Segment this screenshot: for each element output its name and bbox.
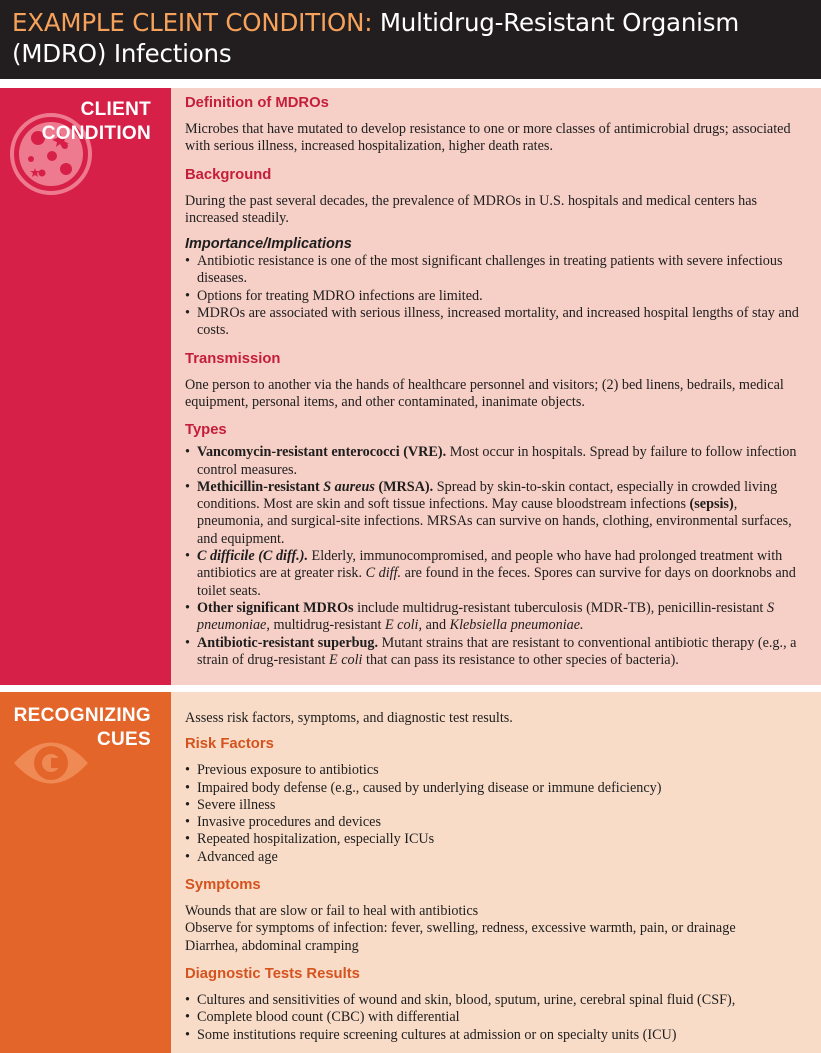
risk-factors-heading: Risk Factors — [185, 736, 274, 753]
superbug-term: Antibiotic-resistant superbug. — [197, 634, 379, 651]
client-label-line1: CLIENT — [80, 99, 151, 120]
cues-intro: Assess risk factors, symptoms, and diagnostic test results. — [185, 710, 513, 726]
cues-label-line2: CUES — [97, 729, 151, 750]
list-item: • Options for treating MDRO infections are limited. — [185, 288, 807, 305]
list-item: • Antibiotic resistance is one of the most significant challenges in treating patients with severe infectious diseases. — [185, 253, 807, 288]
list-item: • Repeated hospitalization, especially ICUs — [185, 831, 807, 848]
client-label-line2: CONDITION — [41, 123, 151, 144]
types-list — [185, 444, 807, 669]
cues-label-line1: RECOGNIZING — [13, 705, 151, 726]
list-item: • Complete blood count (CBC) with differential — [185, 1009, 807, 1026]
recognizing-cues-panel — [171, 692, 821, 1053]
type-mrsa-item — [185, 479, 807, 548]
client-condition-label — [42, 98, 151, 146]
header-title: Multidrug-Resistant Organism (MDRO) Infections — [12, 8, 740, 68]
risk-factors-list — [185, 762, 807, 866]
symptoms-heading: Symptoms — [185, 877, 261, 894]
type-other-item — [185, 600, 807, 635]
symptoms-line: Diarrhea, abdominal cramping — [185, 937, 359, 954]
mrsa-sepsis: (sepsis) — [689, 496, 734, 513]
other-italic-a: S pneumoniae, — [197, 599, 775, 634]
importance-list — [185, 253, 807, 339]
other-text-c: and — [422, 617, 450, 634]
list-item: • Previous exposure to antibiotics — [185, 762, 807, 779]
type-cdiff-item — [185, 548, 807, 600]
superbug-text-b: that can pass its resistance to other species of bacteria). — [362, 651, 679, 668]
mrsa-text-a: Spread by skin-to-skin contact, especially in crowded living conditions. Most are skin and soft tissue infections. May cause bloodstream infections — [197, 478, 778, 513]
background-text: During the past several decades, the prevalence of MDROs in U.S. hospitals and medical centers has increased steadily. — [185, 192, 758, 226]
list-item: • Impaired body defense (e.g., caused by underlying disease or immune deficiency) — [185, 780, 807, 797]
definition-text: Microbes that have mutated to develop resistance to one or more classes of antimicrobial drugs; associated with serious illness, increased hospitalization, higher death rates. — [185, 121, 791, 155]
mrsa-text-b: , pneumonia, and surgical-site infections. MRSAs can survive on hands, clothing, environmental surfaces, and equipment. — [197, 496, 792, 547]
list-item: • Some institutions require screening cultures at admission or on specialty units (ICU) — [185, 1027, 807, 1044]
vre-text: Most occur in hospitals. Spread by failure to follow infection control measures. — [197, 444, 797, 478]
diagnostics-list — [185, 992, 807, 1044]
importance-heading: Importance/Implications — [185, 236, 352, 253]
mrsa-term-a: Methicillin-resistant — [197, 478, 324, 495]
definition-heading: Definition of MDROs — [185, 95, 329, 111]
superbug-italic: E coli — [329, 651, 363, 668]
transmission-text: One person to another via the hands of healthcare personnel and visitors; (2) bed linens, bedrails, medical equipment, personal items, and other contaminated, inanimate objects. — [185, 376, 784, 410]
symptoms-line: Observe for symptoms of infection: fever, swelling, redness, excessive warmth, pain, or drainage — [185, 920, 736, 937]
type-superbug-item — [185, 635, 807, 670]
client-condition-panel — [171, 88, 821, 685]
type-vre-item — [185, 444, 807, 479]
cdiff-text-a: Elderly, immunocompromised, and people who have had prolonged treatment with antibiotics are at greater risk. — [197, 548, 783, 582]
cdiff-italic: C diff. — [365, 565, 402, 582]
other-term: Other significant MDROs — [197, 599, 354, 616]
list-item: • Severe illness — [185, 797, 807, 814]
background-heading: Background — [185, 166, 272, 183]
cdiff-term: C difficile (C diff.). — [197, 548, 308, 565]
diagnostics-heading: Diagnostic Tests Results — [185, 965, 360, 982]
other-italic-b: E coli, — [384, 617, 423, 634]
superbug-text-a: Mutant strains that are resistant to conventional antibiotic therapy (e.g., a strain of drug-resistant — [197, 634, 797, 668]
other-text-a: include multidrug-resistant tuberculosis (MDR-TB), penicillin-resistant — [353, 599, 767, 616]
other-italic-c: Klebsiella pneumoniae. — [449, 617, 584, 634]
other-text-b: multidrug-resistant — [269, 617, 385, 634]
transmission-heading: Transmission — [185, 350, 281, 367]
header-lead: EXAMPLE CLEINT CONDITION: — [12, 8, 373, 37]
list-item: • Advanced age — [185, 849, 807, 866]
types-heading: Types — [185, 422, 227, 439]
page-header — [0, 0, 821, 79]
vre-term: Vancomycin-resistant enterococci (VRE). — [197, 444, 447, 461]
mrsa-term-species: S aureus — [323, 478, 375, 495]
symptoms-line: Wounds that are slow or fail to heal with antibiotics — [185, 903, 479, 920]
mrsa-term-b: (MRSA). — [374, 478, 434, 495]
cdiff-text-b: are found in the feces. Spores can survive for days on doorknobs and toilet seats. — [197, 565, 796, 599]
list-item: • Cultures and sensitivities of wound and skin, blood, sputum, urine, cerebral spinal fluid (CSF), — [185, 992, 807, 1009]
list-item: • Invasive procedures and devices — [185, 814, 807, 831]
recognizing-cues-label — [14, 704, 151, 752]
list-item: • MDROs are associated with serious illness, increased mortality, and increased hospital lengths of stay and costs. — [185, 305, 807, 340]
